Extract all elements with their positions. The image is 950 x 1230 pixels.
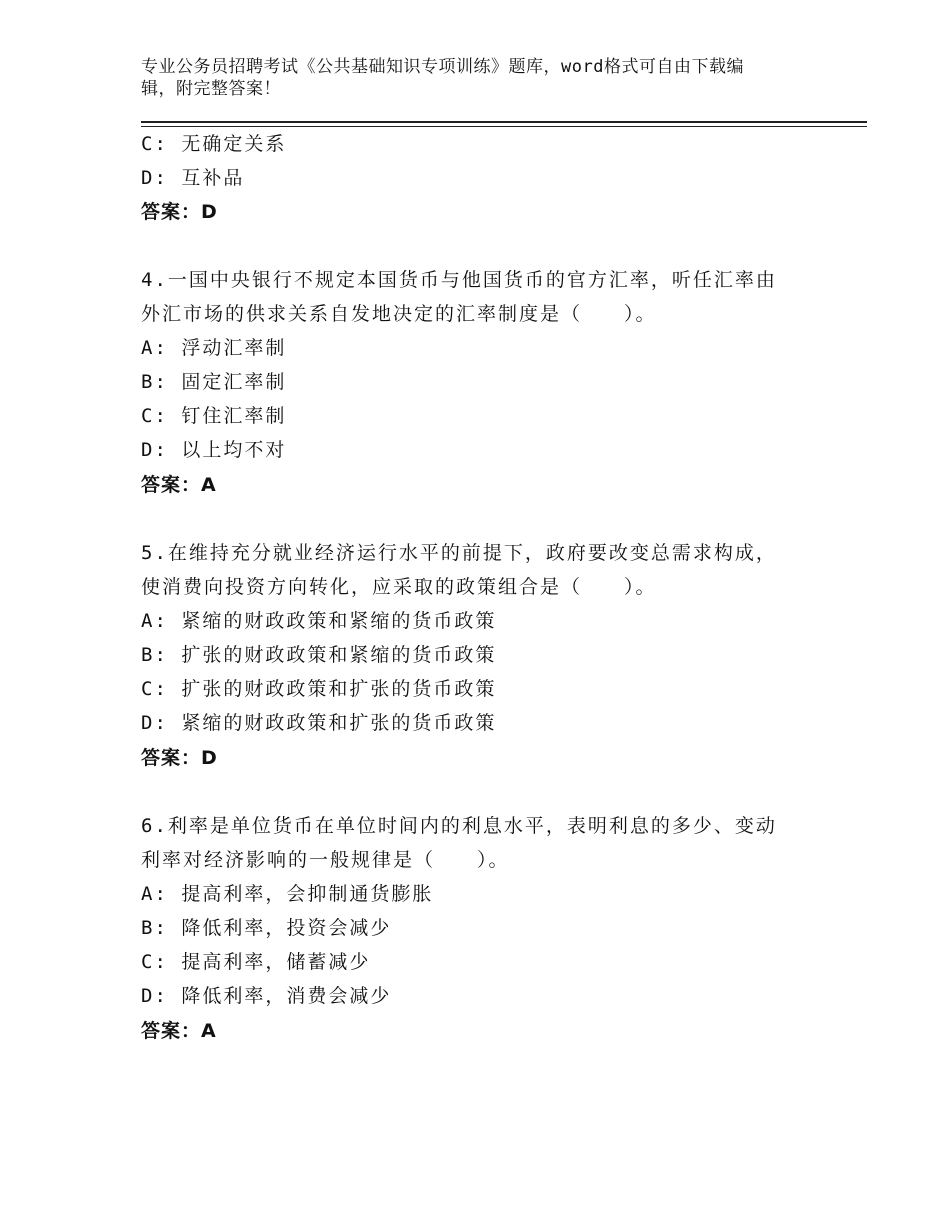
q6-stem-line-2: 利率对经济影响的一般规律是（ ）。 <box>141 849 510 871</box>
q4-stem-line-2: 外汇市场的供求关系自发地决定的汇率制度是（ ）。 <box>141 303 657 325</box>
q5-option-b: B: 扩张的财政政策和紧缩的货币政策 <box>141 644 497 666</box>
q3-option-c: C: 无确定关系 <box>141 133 287 155</box>
q3-option-d: D: 互补品 <box>141 167 245 189</box>
q5-stem-line-2: 使消费向投资方向转化，应采取的政策组合是（ ）。 <box>141 576 657 598</box>
q4-option-a: A: 浮动汇率制 <box>141 337 287 359</box>
q5-answer: 答案：D <box>141 747 218 769</box>
q4-stem-line-1: 4.一国中央银行不规定本国货币与他国货币的官方汇率，听任汇率由 <box>141 269 777 291</box>
header-rule-thin <box>141 126 867 127</box>
q4-option-d: D: 以上均不对 <box>141 439 287 461</box>
q4-option-c: C: 钉住汇率制 <box>141 405 287 427</box>
q6-option-a: A: 提高利率，会抑制通货膨胀 <box>141 883 434 905</box>
q6-stem-line-1: 6.利率是单位货币在单位时间内的利息水平，表明利息的多少、变动 <box>141 815 777 837</box>
q5-option-c: C: 扩张的财政政策和扩张的货币政策 <box>141 678 497 700</box>
header-line-2: 辑，附完整答案！ <box>141 79 281 99</box>
q4-answer: 答案：A <box>141 474 217 496</box>
q3-answer: 答案：D <box>141 201 218 223</box>
q5-option-d: D: 紧缩的财政政策和扩张的货币政策 <box>141 712 497 734</box>
page-header <box>141 56 791 100</box>
q6-option-b: B: 降低利率，投资会减少 <box>141 917 392 939</box>
q5-stem-line-1: 5.在维持充分就业经济运行水平的前提下，政府要改变总需求构成， <box>141 542 777 564</box>
q6-answer: 答案：A <box>141 1020 217 1042</box>
q5-option-a: A: 紧缩的财政政策和紧缩的货币政策 <box>141 610 497 632</box>
header-line-1: 专业公务员招聘考试《公共基础知识专项训练》题库，word格式可自由下载编 <box>141 57 744 77</box>
header-rule-thick <box>141 121 867 123</box>
q6-option-d: D: 降低利率，消费会减少 <box>141 985 392 1007</box>
q4-option-b: B: 固定汇率制 <box>141 371 287 393</box>
q6-option-c: C: 提高利率，储蓄减少 <box>141 951 371 973</box>
